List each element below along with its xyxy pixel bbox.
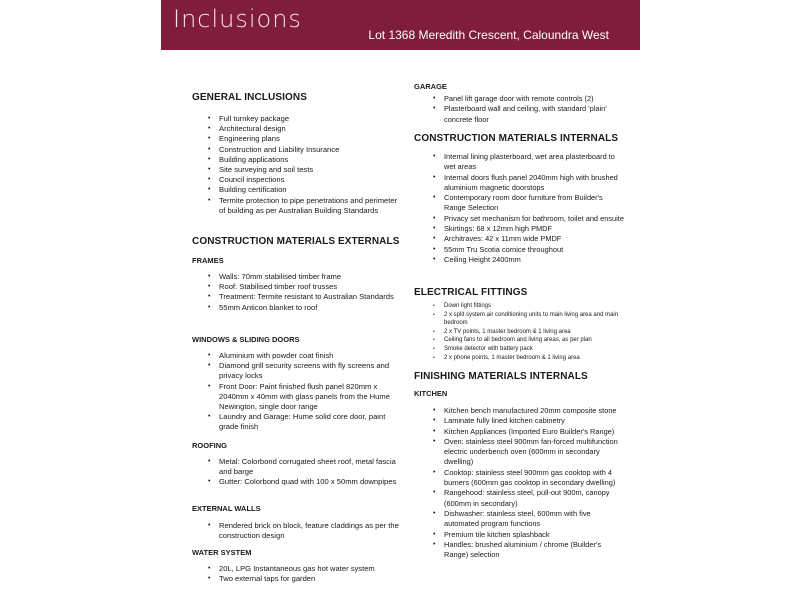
list-item: • Full turnkey package: [192, 114, 402, 124]
windows-heading: WINDOWS & SLIDING DOORS: [192, 335, 300, 344]
list-item: • Building applications: [192, 155, 402, 165]
list-item: • Kitchen Appliances (Imported Euro Builder's Range): [414, 427, 624, 437]
list-item: • Architraves: 42 x 11mm wide PMDF: [414, 234, 624, 244]
general-inclusions-heading: GENERAL INCLUSIONS: [192, 92, 307, 103]
roofing-heading: ROOFING: [192, 441, 227, 450]
list-item: • Engineering plans: [192, 134, 402, 144]
electrical-heading: ELECTRICAL FITTINGS: [414, 287, 528, 298]
list-item: • Oven: stainless steel 900mm fan-forced multifunction electric underbench oven (600mm in secondary dwelling): [414, 437, 624, 468]
kitchen-heading: KITCHEN: [414, 389, 448, 398]
list-item: • Dishwasher: stainless steel, 600mm with five automated program functions: [414, 509, 624, 530]
list-item: • Laminate fully lined kitchen cabinetry: [414, 416, 624, 426]
kitchen-list: [414, 406, 624, 560]
list-item: • Diamond grill security screens with fly screens and privacy locks: [192, 361, 402, 381]
list-item: • Roof: Stabilised timber roof trusses: [192, 282, 402, 292]
external-walls-list: [192, 521, 402, 541]
electrical-list: [414, 302, 624, 362]
list-item: • Kitchen bench manufactured 20mm composite stone: [414, 406, 624, 416]
list-item: • Ceiling fans to all bedroom and living areas, as per plan: [414, 336, 624, 345]
list-item: • Two external taps for garden: [192, 574, 402, 584]
list-item: • Laundry and Garage: Hume solid core door, paint grade finish: [192, 412, 402, 432]
list-item: • Gutter: Colorbond quad with 100 x 50mm downpipes: [192, 477, 402, 487]
list-item: • Internal lining plasterboard, wet area plasterboard to wet areas: [414, 152, 624, 173]
list-item: • Panel lift garage door with remote controls (2): [414, 94, 624, 104]
page-title: Inclusions: [173, 5, 302, 33]
windows-list: [192, 351, 402, 433]
list-item: • Termite protection to pipe penetrations and perimeter of building as per Australian Building Standards: [192, 196, 402, 216]
externals-heading: CONSTRUCTION MATERIALS EXTERNALS: [192, 236, 400, 247]
list-item: • Smoke detector with battery pack: [414, 345, 624, 354]
list-item: • Site surveying and soil tests: [192, 165, 402, 175]
list-item: • 20L, LPG Instantaneous gas hot water system: [192, 564, 402, 574]
list-item: • Council inspections: [192, 175, 402, 185]
list-item: • Metal: Colorbond corrugated sheet roof, metal fascia and barge: [192, 457, 402, 477]
finishing-heading: FINISHING MATERIALS INTERNALS: [414, 371, 588, 382]
list-item: • 55mm Anticon blanket to roof: [192, 303, 402, 313]
general-inclusions-list: [192, 114, 402, 216]
header-banner: [161, 0, 640, 50]
internals-heading: CONSTRUCTION MATERIALS INTERNALS: [414, 133, 619, 144]
list-item: • Ceiling Height 2400mm: [414, 255, 624, 265]
list-item: • Down light fittings: [414, 302, 624, 311]
list-item: • 55mm Tru Scotia cornice throughout: [414, 245, 624, 255]
list-item: • Treatment: Termite resistant to Australian Standards: [192, 292, 402, 302]
list-item: • Walls: 70mm stabilised timber frame: [192, 272, 402, 282]
list-item: • 2 x split system air conditioning units to main living area and main bedroom: [414, 311, 624, 328]
list-item: • Plasterboard wall and ceiling, with standard 'plain' concrete floor: [414, 104, 624, 125]
list-item: • Skirtings: 68 x 12mm high PMDF: [414, 224, 624, 234]
list-item: • Cooktop: stainless steel 900mm gas cooktop with 4 burners (600mm gas cooktop in secondary dwelling): [414, 468, 624, 489]
internals-list: [414, 152, 624, 265]
garage-list: [414, 94, 624, 125]
list-item: • Privacy set mechanism for bathroom, toilet and ensuite: [414, 214, 624, 224]
water-system-list: [192, 564, 402, 584]
frames-list: [192, 272, 402, 313]
list-item: • Rangehood: stainless steel, pull-out 900m, canopy (600mm in secondary): [414, 488, 624, 509]
water-system-heading: WATER SYSTEM: [192, 548, 252, 557]
list-item: • 2 x phone points, 1 master bedroom & 1 living area: [414, 354, 624, 363]
list-item: • Building certification: [192, 185, 402, 195]
list-item: • Rendered brick on block, feature claddings as per the construction design: [192, 521, 402, 541]
list-item: • Internal doors flush panel 2040mm high with brushed aluminium magnetic doorstops: [414, 173, 624, 194]
property-address: Lot 1368 Meredith Crescent, Caloundra West: [368, 28, 609, 42]
list-item: • Aluminium with powder coat finish: [192, 351, 402, 361]
list-item: • Premium tile kitchen splashback: [414, 530, 624, 540]
garage-heading: GARAGE: [414, 82, 447, 91]
frames-heading: FRAMES: [192, 256, 224, 265]
list-item: • Contemporary room door furniture from Builder's Range Selection: [414, 193, 624, 214]
list-item: • Construction and Liability Insurance: [192, 145, 402, 155]
list-item: • Front Door: Paint finished flush panel 820mm x 2040mm x 40mm with glass panels from the Hume Newington, single door range: [192, 382, 402, 413]
list-item: • 2 x TV points, 1 master bedroom & 1 living area: [414, 328, 624, 337]
list-item: • Handles: brushed aluminium / chrome (Builder's Range) selection: [414, 540, 624, 561]
roofing-list: [192, 457, 402, 488]
external-walls-heading: EXTERNAL WALLS: [192, 504, 261, 513]
list-item: • Architectural design: [192, 124, 402, 134]
